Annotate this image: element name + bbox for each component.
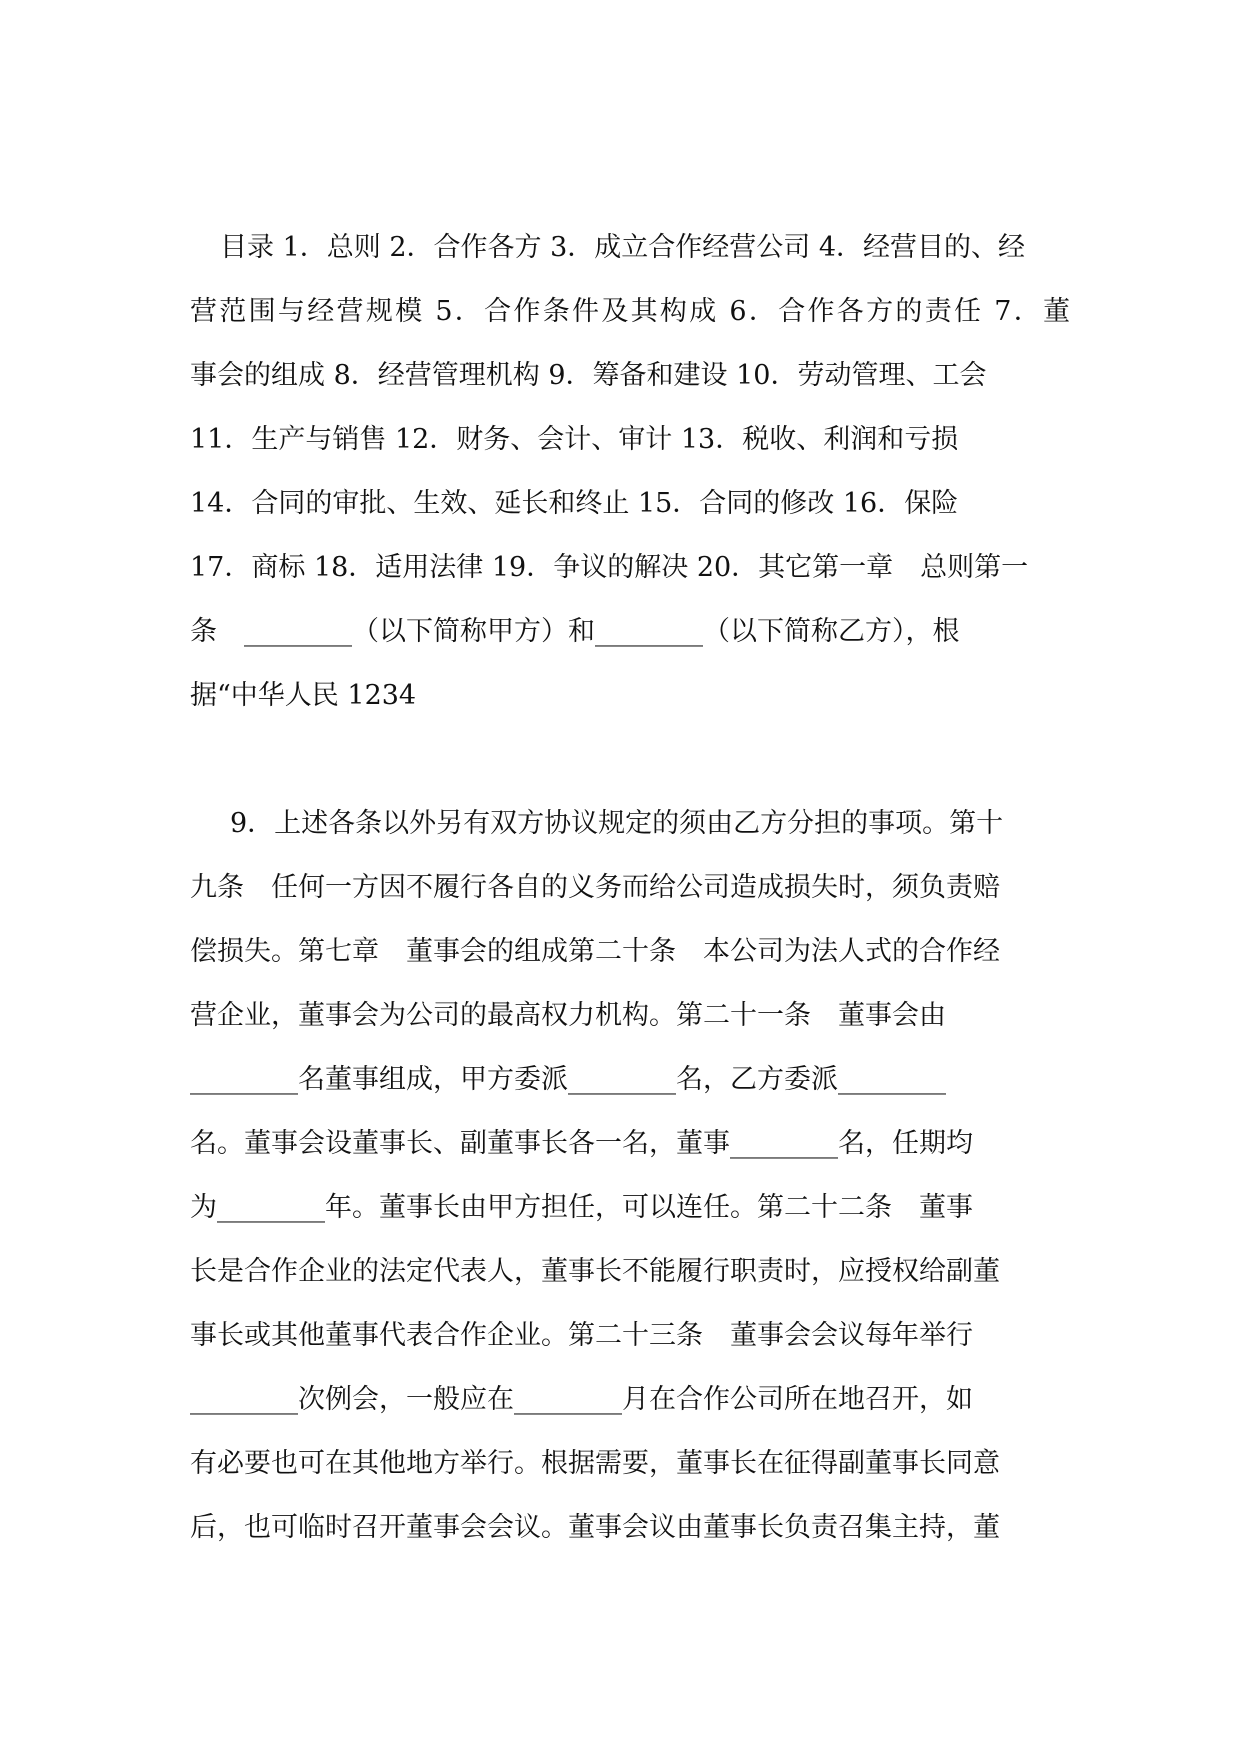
paragraph-line: ________次例会，一般应在________月在合作公司所在地召开，如: [190, 1384, 973, 1415]
paragraph-line: 目录 1．总则 2．合作各方 3．成立合作经营公司 4．经营目的、经: [220, 232, 1026, 263]
paragraph-line: ________名董事组成，甲方委派________名，乙方委派________: [190, 1064, 946, 1095]
paragraph-line: 后，也可临时召开董事会会议。董事会议由董事长负责召集主持，董: [190, 1512, 1000, 1543]
paragraph-line: 为________年。董事长由甲方担任，可以连任。第二十二条 董事: [190, 1192, 973, 1223]
paragraph-line: 据“中华人民 1234: [190, 680, 417, 711]
paragraph-line: 偿损失。第七章 董事会的组成第二十条 本公司为法人式的合作经: [190, 936, 1000, 967]
paragraph-line: 事长或其他董事代表合作企业。第二十三条 董事会会议每年举行: [190, 1320, 973, 1351]
paragraph-line: 事会的组成 8．经营管理机构 9．筹备和建设 10．劳动管理、工会: [190, 360, 987, 391]
paragraph-line: 9．上述各条以外另有双方协议规定的须由乙方分担的事项。第十: [230, 808, 1004, 839]
paragraph-line: 九条 任何一方因不履行各自的义务而给公司造成损失时，须负责赔: [190, 872, 1000, 903]
paragraph-line: 17．商标 18．适用法律 19．争议的解决 20．其它第一章 总则第一: [190, 552, 1029, 583]
paragraph-line: 营范围与经营规模 5．合作条件及其构成 6．合作各方的责任 7．董: [190, 296, 1070, 327]
paragraph-line: 11．生产与销售 12．财务、会计、审计 13．税收、利润和亏损: [190, 424, 959, 455]
paragraph-line: 有必要也可在其他地方举行。根据需要，董事长在征得副董事长同意: [190, 1448, 1000, 1479]
paragraph-line: 条 ________（以下简称甲方）和________（以下简称乙方），根: [190, 616, 960, 647]
paragraph-line: 营企业，董事会为公司的最高权力机构。第二十一条 董事会由: [190, 1000, 946, 1031]
paragraph-line: 14．合同的审批、生效、延长和终止 15．合同的修改 16．保险: [190, 488, 959, 519]
paragraph-line: 长是合作企业的法定代表人，董事长不能履行职责时，应授权给副董: [190, 1256, 1000, 1287]
paragraph-line: 名。董事会设董事长、副董事长各一名，董事________名，任期均: [190, 1128, 973, 1159]
